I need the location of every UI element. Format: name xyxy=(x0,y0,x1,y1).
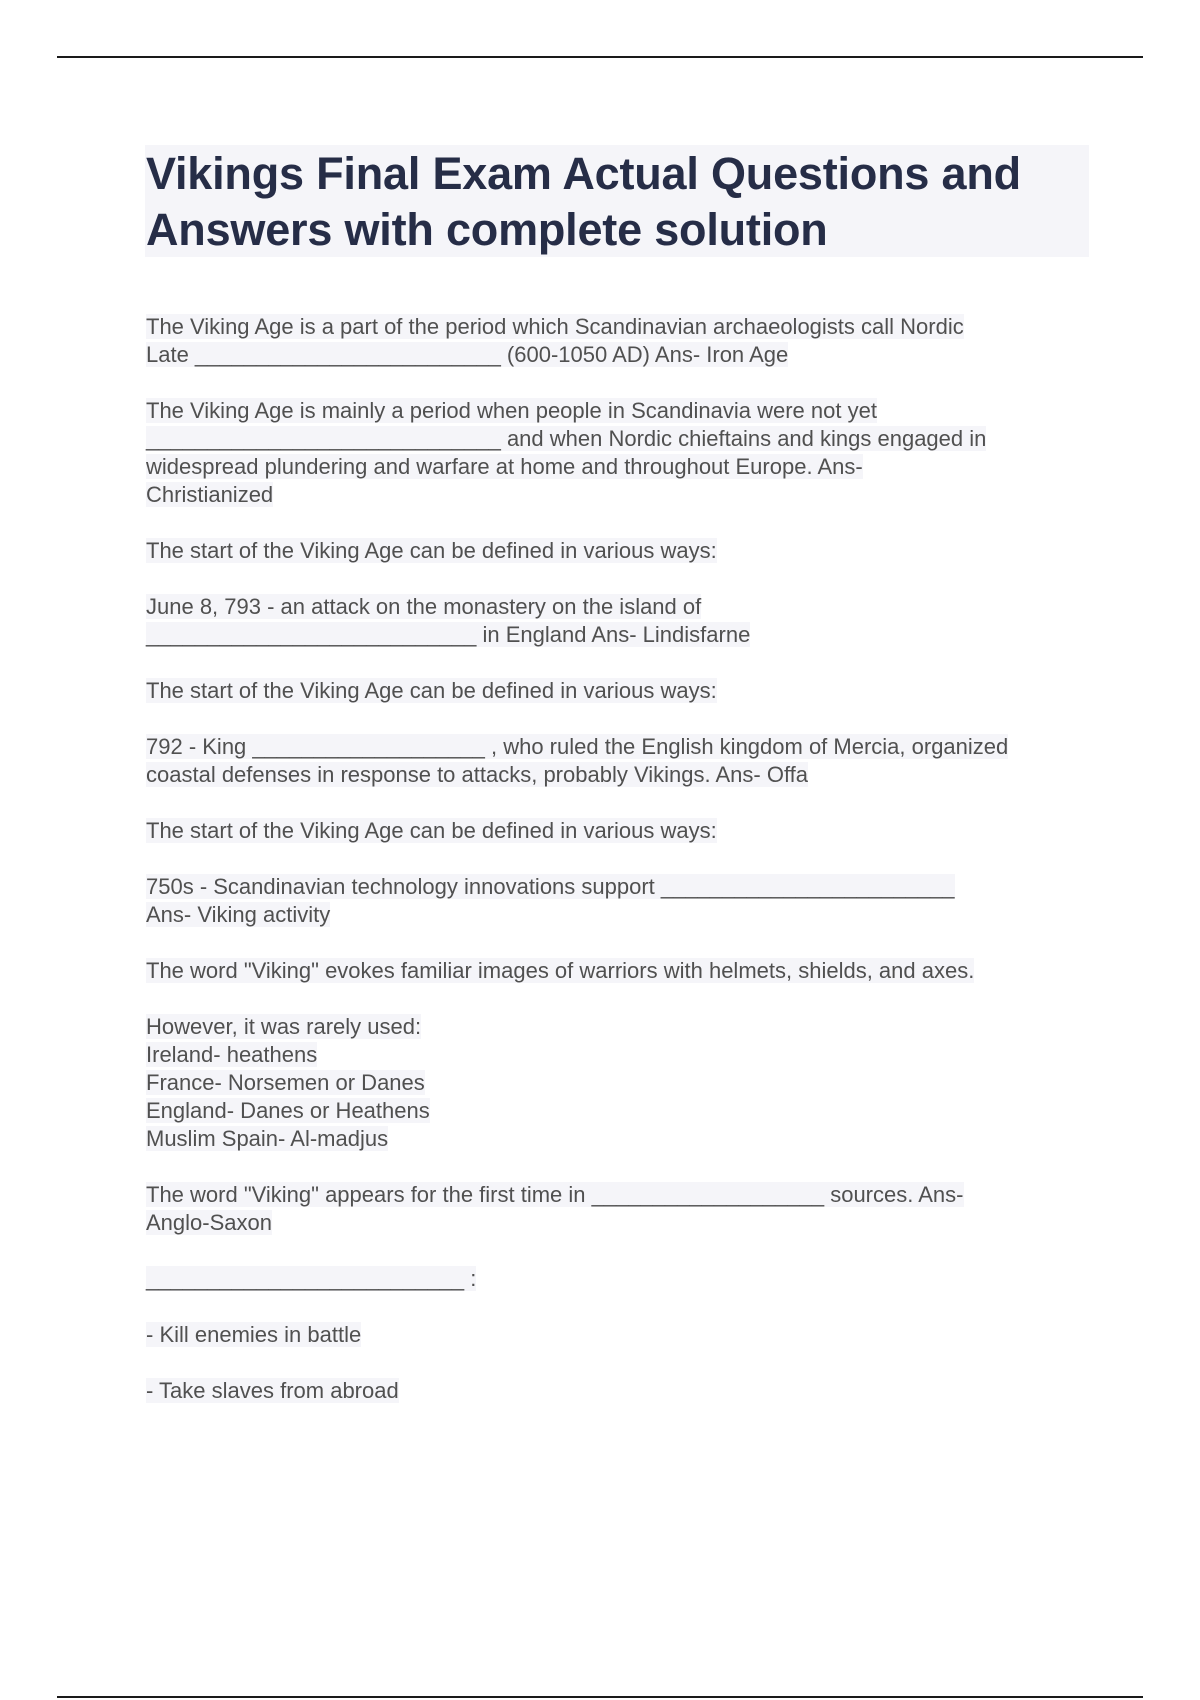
paragraph-text: 792 - King ___________________ , who ruled the English kingdom of Mercia, organized coastal defenses in response to attacks, probably Vikings. Ans- Offa xyxy=(146,734,1009,787)
document-title: Vikings Final Exam Actual Questions and Answers with complete solution xyxy=(146,148,1021,255)
paragraph-text: The Viking Age is mainly a period when people in Scandinavia were not yet _____________________________ and when Nordic chieftains and kings engaged in widespread plundering and warfare at home and throughout Europe. Ans- Christianized xyxy=(146,398,987,507)
paragraph-text: The start of the Viking Age can be defined in various ways: xyxy=(146,678,717,703)
question-paragraph xyxy=(146,677,1086,705)
question-paragraph xyxy=(146,313,1086,369)
question-paragraph xyxy=(146,1265,1086,1293)
question-paragraph xyxy=(146,1321,1086,1349)
paragraph-text: The start of the Viking Age can be defined in various ways: xyxy=(146,818,717,843)
question-paragraph xyxy=(146,593,1086,649)
question-paragraph xyxy=(146,1377,1086,1405)
question-paragraph xyxy=(146,537,1086,565)
paragraph-text: The start of the Viking Age can be defined in various ways: xyxy=(146,538,717,563)
question-paragraph xyxy=(146,397,1086,509)
paragraph-text: The word "Viking" evokes familiar images of warriors with helmets, shields, and axes. xyxy=(146,958,975,983)
question-paragraph xyxy=(146,1013,1086,1153)
question-paragraph xyxy=(146,817,1086,845)
question-paragraph xyxy=(146,957,1086,985)
paragraph-text: June 8, 793 - an attack on the monastery on the island of ___________________________ in England Ans- Lindisfarne xyxy=(146,594,751,647)
header-rule xyxy=(57,56,1143,58)
paragraph-text: However, it was rarely used: Ireland- heathens France- Norsemen or Danes England- Danes or Heathens Muslim Spain- Al-madjus xyxy=(146,1014,430,1151)
footer-rule xyxy=(57,1696,1143,1698)
paragraph-text: The Viking Age is a part of the period which Scandinavian archaeologists call Nordic Late _________________________ (600-1050 AD) Ans- Iron Age xyxy=(146,314,964,367)
question-paragraph xyxy=(146,1181,1086,1237)
paragraph-text: __________________________ : xyxy=(146,1266,477,1291)
document-body xyxy=(146,313,1086,1433)
question-paragraph xyxy=(146,733,1086,789)
question-paragraph xyxy=(146,873,1086,929)
paragraph-text: 750s - Scandinavian technology innovations support ________________________ Ans- Viking activity xyxy=(146,874,955,927)
paragraph-text: - Kill enemies in battle xyxy=(146,1322,362,1347)
paragraph-text: - Take slaves from abroad xyxy=(146,1378,399,1403)
paragraph-text: The word "Viking" appears for the first time in ___________________ sources. Ans- Anglo-Saxon xyxy=(146,1182,964,1235)
